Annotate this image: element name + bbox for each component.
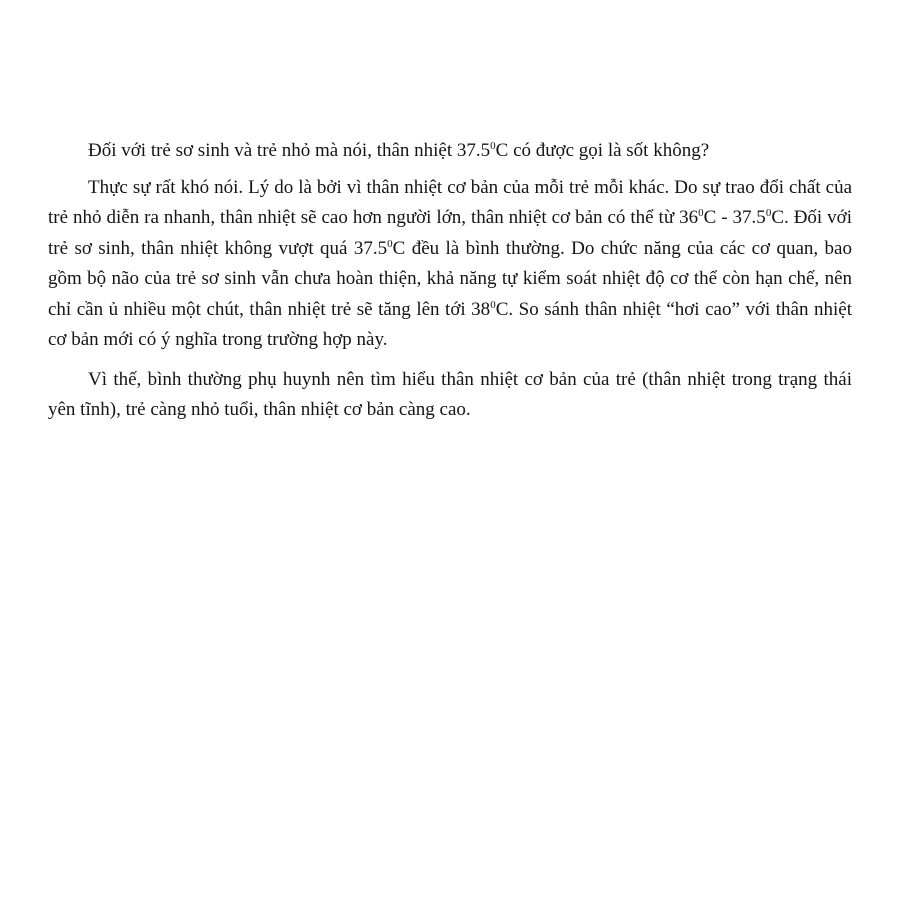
question-text-a: Đối với trẻ sơ sinh và trẻ nhỏ mà nói, thân nhiệt 37.5 bbox=[88, 140, 491, 161]
degree-superscript: 0 bbox=[387, 237, 393, 250]
conclusion-text: Vì thế, bình thường phụ huynh nên tìm hiểu thân nhiệt cơ bản của trẻ (thân nhiệt trong trạng thái yên tĩnh), trẻ càng nhỏ tuổi, thân nhiệt cơ bản càng cao. bbox=[48, 368, 852, 420]
answer-text-e: C. So sánh thân nhiệt “hơi cao” với thân nhiệt cơ bản mới có ý nghĩa trong trường hợp này. bbox=[48, 298, 852, 350]
degree-superscript: 0 bbox=[698, 207, 704, 219]
degree-superscript: 0 bbox=[765, 207, 772, 219]
answer-text-d: C đều là bình thường. Do chức năng của các cơ quan, bao gồm bộ não của trẻ sơ sinh vẫn chưa hoàn thiện, khả năng tự kiểm soát nhiệt độ cơ thể còn hạn chế, nên chỉ cần ủ nhiều một chút, thân nhiệt trẻ sẽ tăng lên tới 38 bbox=[48, 237, 852, 320]
degree-superscript: 0 bbox=[490, 140, 496, 152]
answer-text-b: C - 37.5 bbox=[703, 207, 766, 228]
answer-paragraph bbox=[48, 173, 852, 356]
question-text-b: C có được gọi là sốt không? bbox=[495, 140, 710, 161]
conclusion-paragraph bbox=[48, 365, 852, 426]
degree-superscript: 0 bbox=[490, 298, 496, 311]
answer-text-c: C. Đối với trẻ sơ sinh, thân nhiệt không vượt quá 37.5 bbox=[48, 207, 853, 259]
body-text bbox=[48, 136, 852, 435]
question-paragraph bbox=[48, 136, 852, 167]
answer-text-a: Thực sự rất khó nói. Lý do là bởi vì thân nhiệt cơ bản của mỗi trẻ mỗi khác. Do sự trao đổi chất của trẻ nhỏ diễn ra nhanh, thân nhiệt sẽ cao hơn người lớn, thân nhiệt cơ bản có thể từ 36 bbox=[48, 176, 852, 228]
